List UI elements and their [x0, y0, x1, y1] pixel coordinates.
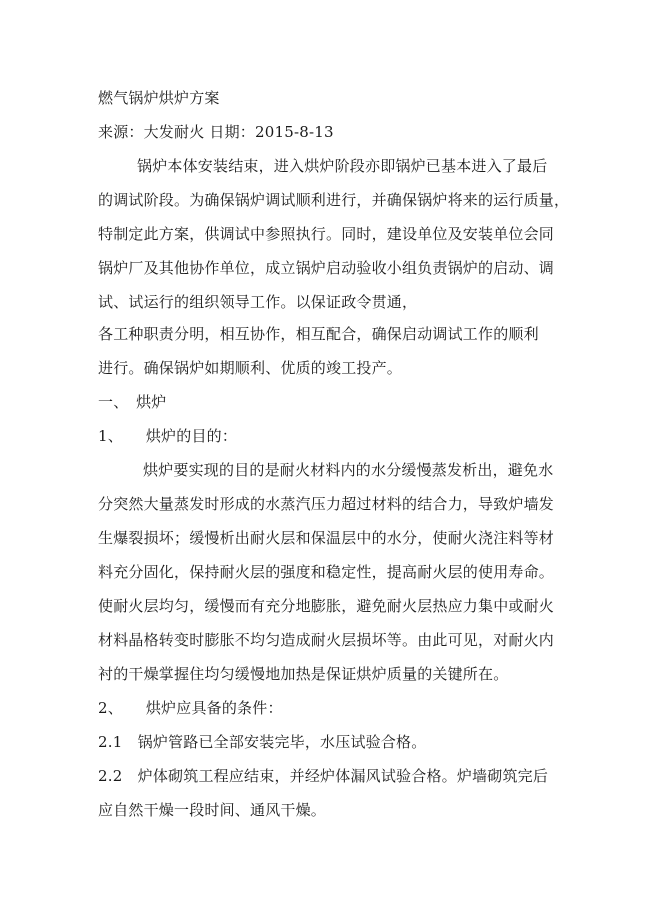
document-title: 燃气锅炉烘炉方案 — [98, 89, 220, 107]
purpose-line: 材料晶格转变时膨胀不均匀造成耐火层损坏等。由此可见，对耐火内 — [98, 631, 555, 649]
section-heading: 一、 烘炉 — [98, 393, 167, 411]
purpose-line: 生爆裂损坏；缓慢析出耐火层和保温层中的水分，使耐火浇注料等材 — [98, 529, 555, 547]
subsection-heading: 2、 烘炉应具备的条件： — [98, 699, 283, 717]
condition-item: 2.2 炉体砌筑工程应结束，并经炉体漏风试验合格。炉墙砌筑完后 — [98, 767, 549, 785]
intro-line: 的调试阶段。为确保锅炉调试顺利进行，并确保锅炉将来的运行质量， — [98, 191, 570, 209]
intro-line: 特制定此方案，供调试中参照执行。同时，建设单位及安装单位会同 — [98, 225, 555, 243]
purpose-line: 烘炉要实现的目的是耐火材料内的水分缓慢蒸发析出，避免水 — [143, 461, 554, 479]
condition-item: 2.1 锅炉管路已全部安装完毕，水压试验合格。 — [98, 733, 427, 751]
intro-line: 试、试运行的组织领导工作。以保证政令贯通， — [98, 293, 418, 311]
purpose-line: 料充分固化，保持耐火层的强度和稳定性，提高耐火层的使用寿命。 — [98, 563, 555, 581]
purpose-line: 使耐火层均匀，缓慢而有充分地膨胀，避免耐火层热应力集中或耐火 — [98, 597, 555, 615]
purpose-line: 衬的干燥掌握住均匀缓慢地加热是保证烘炉质量的关键所在。 — [98, 665, 509, 683]
subsection-heading: 1、 烘炉的目的： — [98, 427, 238, 445]
intro-line: 各工种职责分明，相互协作，相互配合，确保启动调试工作的顺利 — [98, 325, 539, 343]
condition-item: 应自然干燥一段时间、通风干燥。 — [98, 801, 327, 819]
intro-line: 进行。确保锅炉如期顺利、优质的竣工投产。 — [98, 359, 403, 377]
purpose-line: 分突然大量蒸发时形成的水蒸汽压力超过材料的结合力，导致炉墙发 — [98, 495, 555, 513]
intro-line: 锅炉厂及其他协作单位，成立锅炉启动验收小组负责锅炉的启动、调 — [98, 259, 555, 277]
intro-line: 锅炉本体安装结束，进入烘炉阶段亦即锅炉已基本进入了最后 — [137, 157, 548, 175]
document-meta: 来源：大发耐火 日期：2015-8-13 — [98, 123, 334, 141]
